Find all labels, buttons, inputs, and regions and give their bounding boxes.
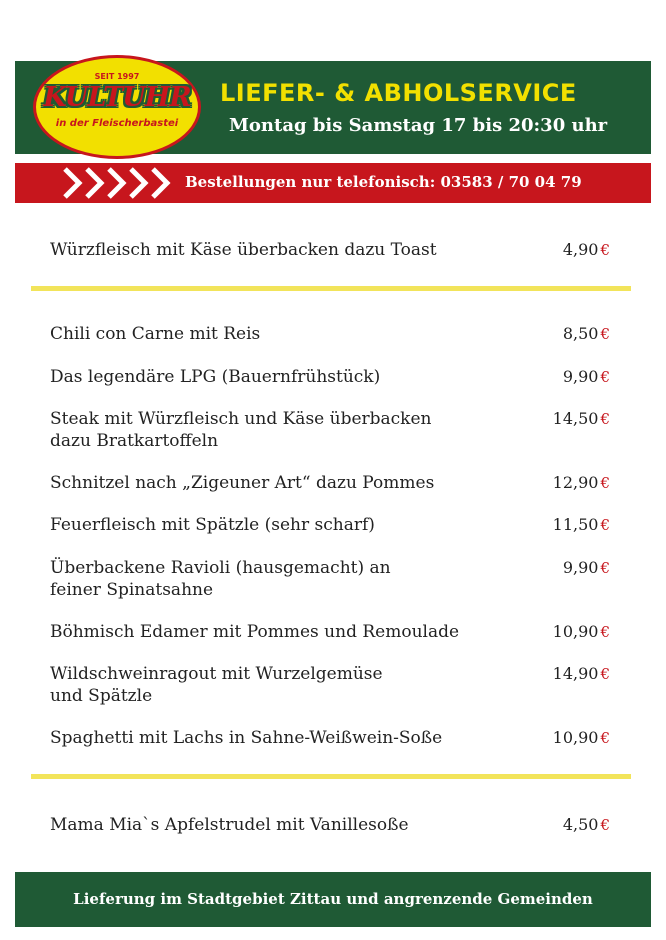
menu-item-name: Schnitzel nach „Zigeuner Art“ dazu Pommes	[50, 473, 435, 493]
menu-item-price: 12,90 €	[552, 473, 610, 492]
menu-item-price: 4,50 €	[562, 815, 610, 834]
delivery-area-text: Lieferung im Stadtgebiet Zittau und angrenzende Gemeinden	[73, 890, 593, 908]
menu-item-name: Würzfleisch mit Käse überbacken dazu Toast	[50, 240, 437, 260]
euro-icon: €	[600, 816, 610, 834]
header-banner	[15, 61, 651, 154]
menu-item-price: 14,50 €	[552, 409, 610, 428]
menu-item-price: 10,90 €	[552, 728, 610, 747]
menu-item-name: Böhmisch Edamer mit Pommes und Remoulade	[50, 622, 460, 642]
service-title: LIEFER- & ABHOLSERVICE	[220, 79, 577, 107]
chevron-arrows-icon	[25, 163, 185, 203]
menu-item-name: Mama Mia`s Apfelstrudel mit Vanillesoße	[50, 815, 409, 835]
euro-icon: €	[600, 729, 610, 747]
logo-since: SEIT 1997	[94, 72, 140, 81]
separator-line	[31, 774, 631, 779]
menu-item-name: Das legendäre LPG (Bauernfrühstück)	[50, 367, 381, 387]
euro-icon: €	[600, 325, 610, 343]
euro-icon: €	[600, 241, 610, 259]
euro-icon: €	[600, 623, 610, 641]
euro-icon: €	[600, 559, 610, 577]
euro-icon: €	[600, 474, 610, 492]
menu-item-name: Überbackene Ravioli (hausgemacht) an feiner Spinatsahne	[50, 558, 391, 600]
menu-item-price: 4,90 €	[562, 240, 610, 259]
menu-item-price: 9,90 €	[562, 367, 610, 386]
menu-item-price: 8,50 €	[562, 324, 610, 343]
menu-item-name: Chili con Carne mit Reis	[50, 324, 261, 344]
order-banner	[15, 163, 651, 203]
menu-item-name: Spaghetti mit Lachs in Sahne-Weißwein-Soße	[50, 728, 443, 748]
euro-icon: €	[600, 368, 610, 386]
menu-item-name: Feuerfleisch mit Spätzle (sehr scharf)	[50, 515, 375, 535]
delivery-footer	[15, 872, 651, 927]
menu-item-price: 10,90 €	[552, 622, 610, 641]
menu-item-name: Wildschweinragout mit Wurzelgemüse und Spätzle	[50, 664, 383, 706]
euro-icon: €	[600, 410, 610, 428]
menu-item-price: 14,90 €	[552, 664, 610, 683]
kultuhr-logo	[33, 55, 201, 159]
order-phone-text: Bestellungen nur telefonisch: 03583 / 70 04 79	[185, 173, 582, 191]
logo-subtitle: in der Fleischerbastei	[55, 118, 179, 129]
menu-item-price: 11,50 €	[552, 515, 610, 534]
euro-icon: €	[600, 516, 610, 534]
menu-item-name: Steak mit Würzfleisch und Käse überbacken dazu Bratkartoffeln	[50, 409, 432, 451]
logo-brand: KULTUHR	[43, 82, 191, 113]
euro-icon: €	[600, 665, 610, 683]
opening-hours: Montag bis Samstag 17 bis 20:30 uhr	[229, 115, 608, 136]
menu-item-price: 9,90 €	[562, 558, 610, 577]
separator-line	[31, 286, 631, 291]
